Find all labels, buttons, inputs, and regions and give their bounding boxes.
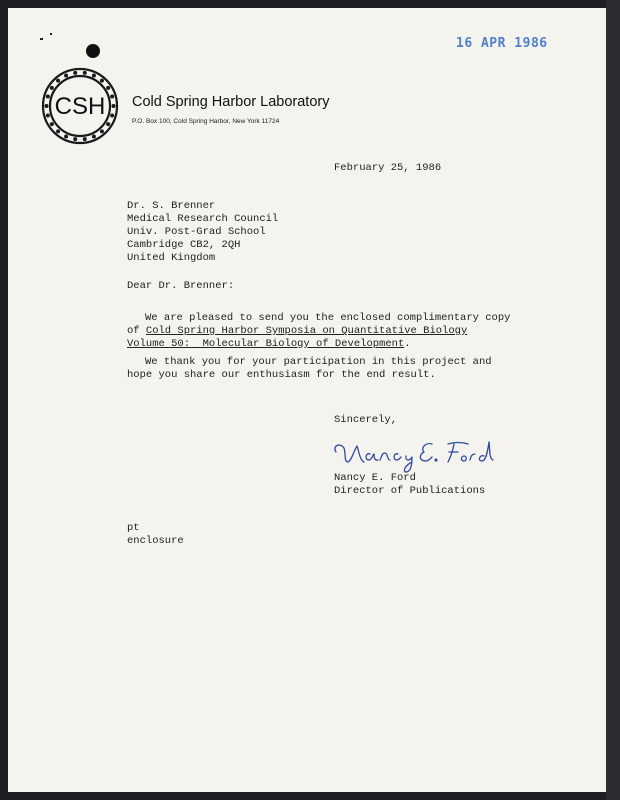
logo-bead (83, 137, 87, 141)
logo-bead (73, 137, 77, 141)
book-title: Volume 50: Molecular Biology of Development (127, 338, 405, 350)
recipient-line: United Kingdom (127, 252, 216, 264)
paragraph-1 (127, 312, 510, 351)
paragraph-2-line: hope you share our enthusiasm for the end result. (127, 369, 436, 381)
logo-bead (106, 86, 110, 90)
salutation: Dear Dr. Brenner: (127, 280, 235, 292)
paragraph-1-line (127, 338, 510, 351)
logo-bead (83, 71, 87, 75)
logo-bead (110, 95, 114, 99)
typist-initials: pt (127, 522, 140, 534)
recipient-line: Dr. S. Brenner (127, 200, 216, 212)
punch-hole (86, 44, 100, 58)
logo-bead (50, 122, 54, 126)
logo-bead (92, 74, 96, 78)
logo-bead (46, 113, 50, 117)
binder-edge (606, 0, 620, 800)
signature (330, 432, 506, 476)
paragraph-2 (127, 356, 492, 382)
recipient-address (127, 200, 278, 265)
paragraph-1-text: . (404, 338, 411, 350)
csh-logo (38, 64, 122, 148)
paragraph-1-text: of (127, 325, 146, 337)
logo-bead (56, 79, 60, 83)
received-date-stamp: 16 APR 1986 (456, 36, 548, 51)
book-title: Cold Spring Harbor Symposia on Quantitative Biology (145, 325, 468, 337)
logo-bead (92, 134, 96, 138)
ink-speck (50, 33, 52, 35)
logo-bead (56, 129, 60, 133)
logo-bead (73, 71, 77, 75)
logo-text: CSH (54, 93, 106, 120)
lab-name: Cold Spring Harbor Laboratory (132, 94, 330, 110)
recipient-line: Cambridge CB2, 2QH (127, 239, 241, 251)
logo-bead (100, 79, 104, 83)
letter-date: February 25, 1986 (334, 162, 442, 174)
recipient-line: Medical Research Council (127, 213, 279, 225)
signer-name: Nancy E. Ford (334, 472, 416, 484)
paragraph-2-line: We thank you for your participation in this project and (145, 356, 492, 368)
logo-bead (50, 86, 54, 90)
lab-address: P.O. Box 100, Cold Spring Harbor, New York 11724 (132, 118, 280, 125)
logo-bead (45, 104, 49, 108)
logo-bead (46, 95, 50, 99)
enclosure-note: enclosure (127, 535, 184, 547)
logo-bead (100, 129, 104, 133)
paragraph-1-line (127, 325, 510, 338)
logo-bead (110, 113, 114, 117)
logo-bead (64, 74, 68, 78)
logo-bead (64, 134, 68, 138)
logo-bead (106, 122, 110, 126)
signer-title: Director of Publications (334, 485, 486, 497)
ink-speck (40, 38, 43, 40)
closing: Sincerely, (334, 414, 398, 426)
paragraph-1-line: We are pleased to send you the enclosed complimentary copy (145, 312, 511, 324)
recipient-line: Univ. Post-Grad School (127, 226, 266, 238)
logo-bead (112, 104, 116, 108)
